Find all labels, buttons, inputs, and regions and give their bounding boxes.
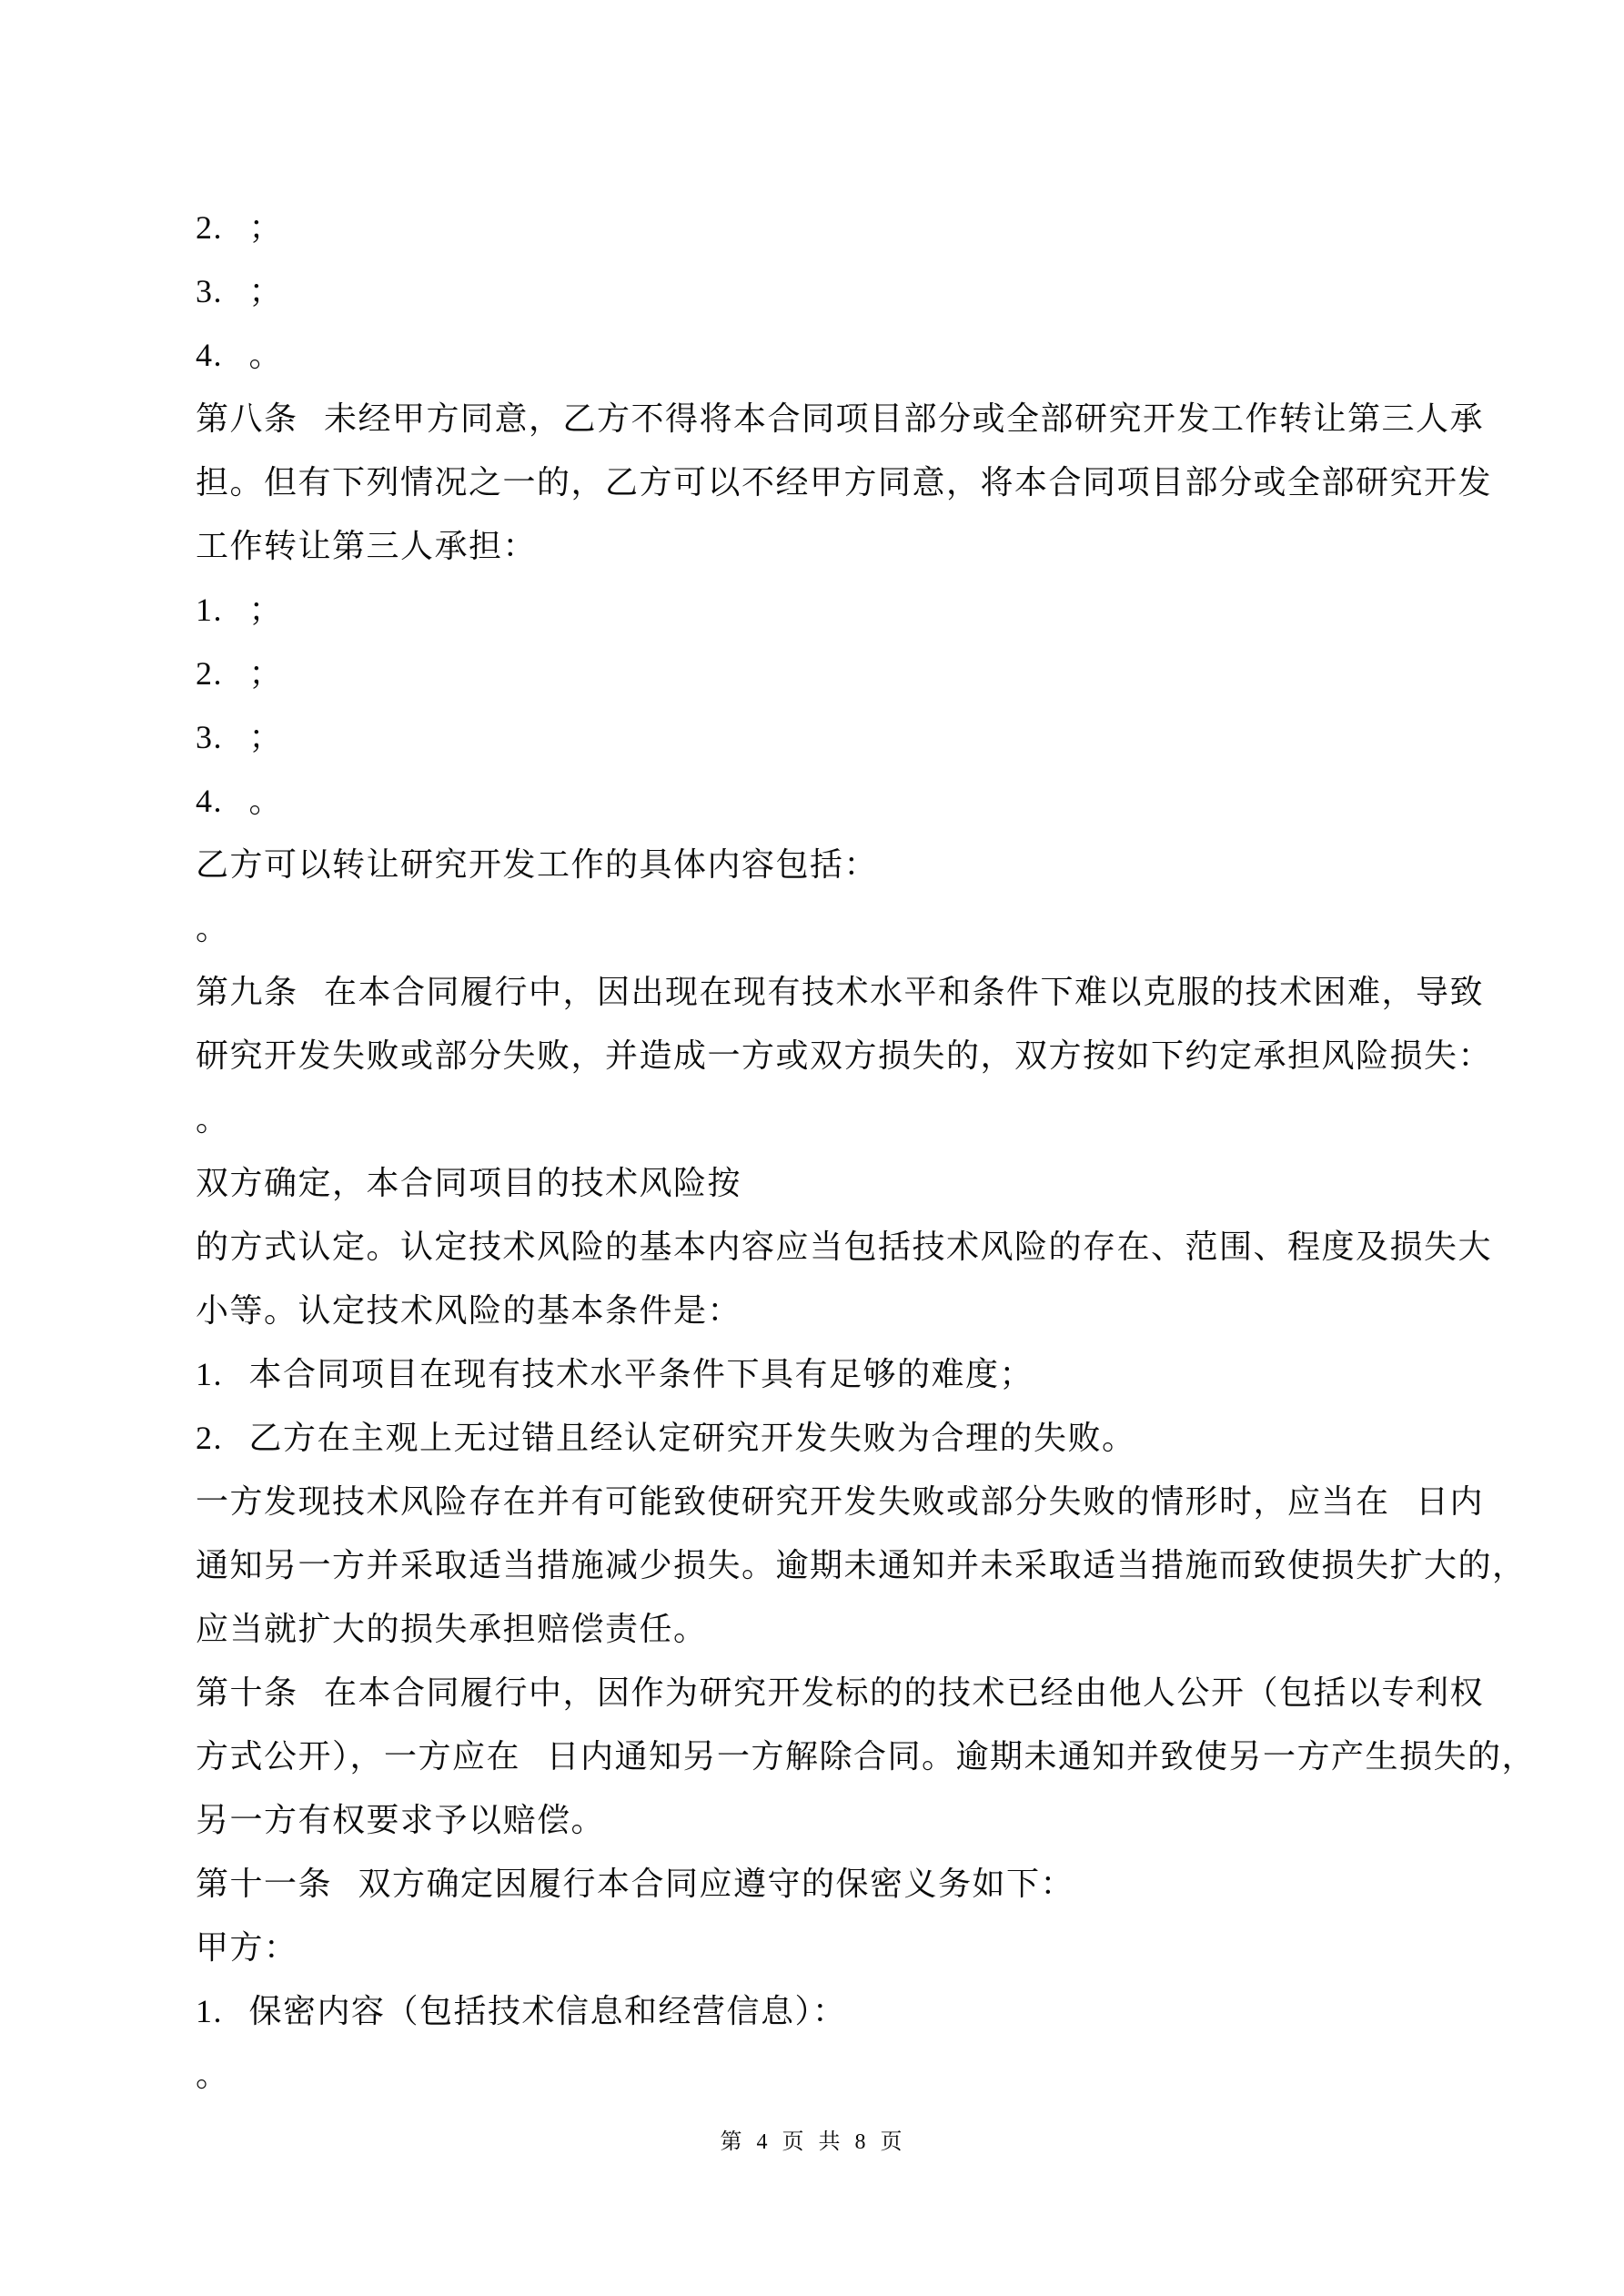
- clause-8-list-item-1: 1. ；: [196, 592, 284, 628]
- clause-8-line-2: 担。但有下列情况之一的，乙方可以不经甲方同意，将本合同项目部分或全部研究开发: [196, 464, 1493, 501]
- risk-condition-item-1: 1. 本合同项目在现有技术水平条件下具有足够的难度；: [196, 1356, 1034, 1392]
- party-a-label: 甲方：: [196, 1929, 298, 1966]
- risk-determination-line: 双方确定，本合同项目的技术风险按: [196, 1165, 742, 1201]
- risk-notice-line-1: 一方发现技术风险存在并有可能致使研究开发失败或部分失败的情形时，应当在 日内: [196, 1483, 1485, 1520]
- risk-condition-item-2: 2. 乙方在主观上无过错且经认定研究开发失败为合理的失败。: [196, 1420, 1136, 1456]
- clause-11-line: 第十一条 双方确定因履行本合同应遵守的保密义务如下：: [196, 1866, 1075, 1902]
- risk-definition-line-2: 小等。认定技术风险的基本条件是：: [196, 1292, 742, 1329]
- list-item-continued-4: 4. 。: [196, 337, 284, 373]
- clause-10-line-2: 方式公开），一方应在 日内通知另一方解除合同。逾期未通知并致使另一方产生损失的，: [196, 1738, 1537, 1775]
- clause-10-line-3: 另一方有权要求予以赔偿。: [196, 1802, 606, 1838]
- blank-fill-period-line-3: 。: [196, 2057, 230, 2093]
- clause-8-line-1: 第八条 未经甲方同意，乙方不得将本合同项目部分或全部研究开发工作转让第三人承: [196, 400, 1485, 437]
- contract-body-text: [196, 196, 1537, 2107]
- list-item-continued-2: 2. ；: [196, 209, 284, 246]
- risk-notice-line-3: 应当就扩大的损失承担赔偿责任。: [196, 1611, 708, 1647]
- risk-definition-line-1: 的方式认定。认定技术风险的基本内容应当包括技术风险的存在、范围、程度及损失大: [196, 1229, 1493, 1265]
- clause-10-line-1: 第十条 在本合同履行中，因作为研究开发标的的技术已经由他人公开（包括以专利权: [196, 1674, 1485, 1711]
- clause-8-line-3: 工作转让第三人承担：: [196, 528, 538, 564]
- confidential-content-item: 1. 保密内容（包括技术信息和经营信息）：: [196, 1993, 847, 2029]
- clause-8-list-item-2: 2. ；: [196, 655, 284, 692]
- clause-9-line-1: 第九条 在本合同履行中，因出现在现有技术水平和条件下难以克服的技术困难，导致: [196, 974, 1485, 1010]
- clause-8-list-item-3: 3. ；: [196, 719, 284, 755]
- clause-9-line-2: 研究开发失败或部分失败，并造成一方或双方损失的，双方按如下约定承担风险损失：: [196, 1037, 1493, 1074]
- risk-notice-line-2: 通知另一方并采取适当措施减少损失。逾期未通知并未采取适当措施而致使损失扩大的，: [196, 1547, 1527, 1583]
- transfer-content-intro-line: 乙方可以转让研究开发工作的具体内容包括：: [196, 846, 879, 883]
- clause-8-list-item-4: 4. 。: [196, 783, 284, 819]
- blank-fill-period-line-1: 。: [196, 910, 230, 946]
- list-item-continued-3: 3. ；: [196, 273, 284, 309]
- blank-fill-period-line-2: 。: [196, 1101, 230, 1138]
- page-footer: 第 4 页 共 8 页: [720, 2130, 904, 2154]
